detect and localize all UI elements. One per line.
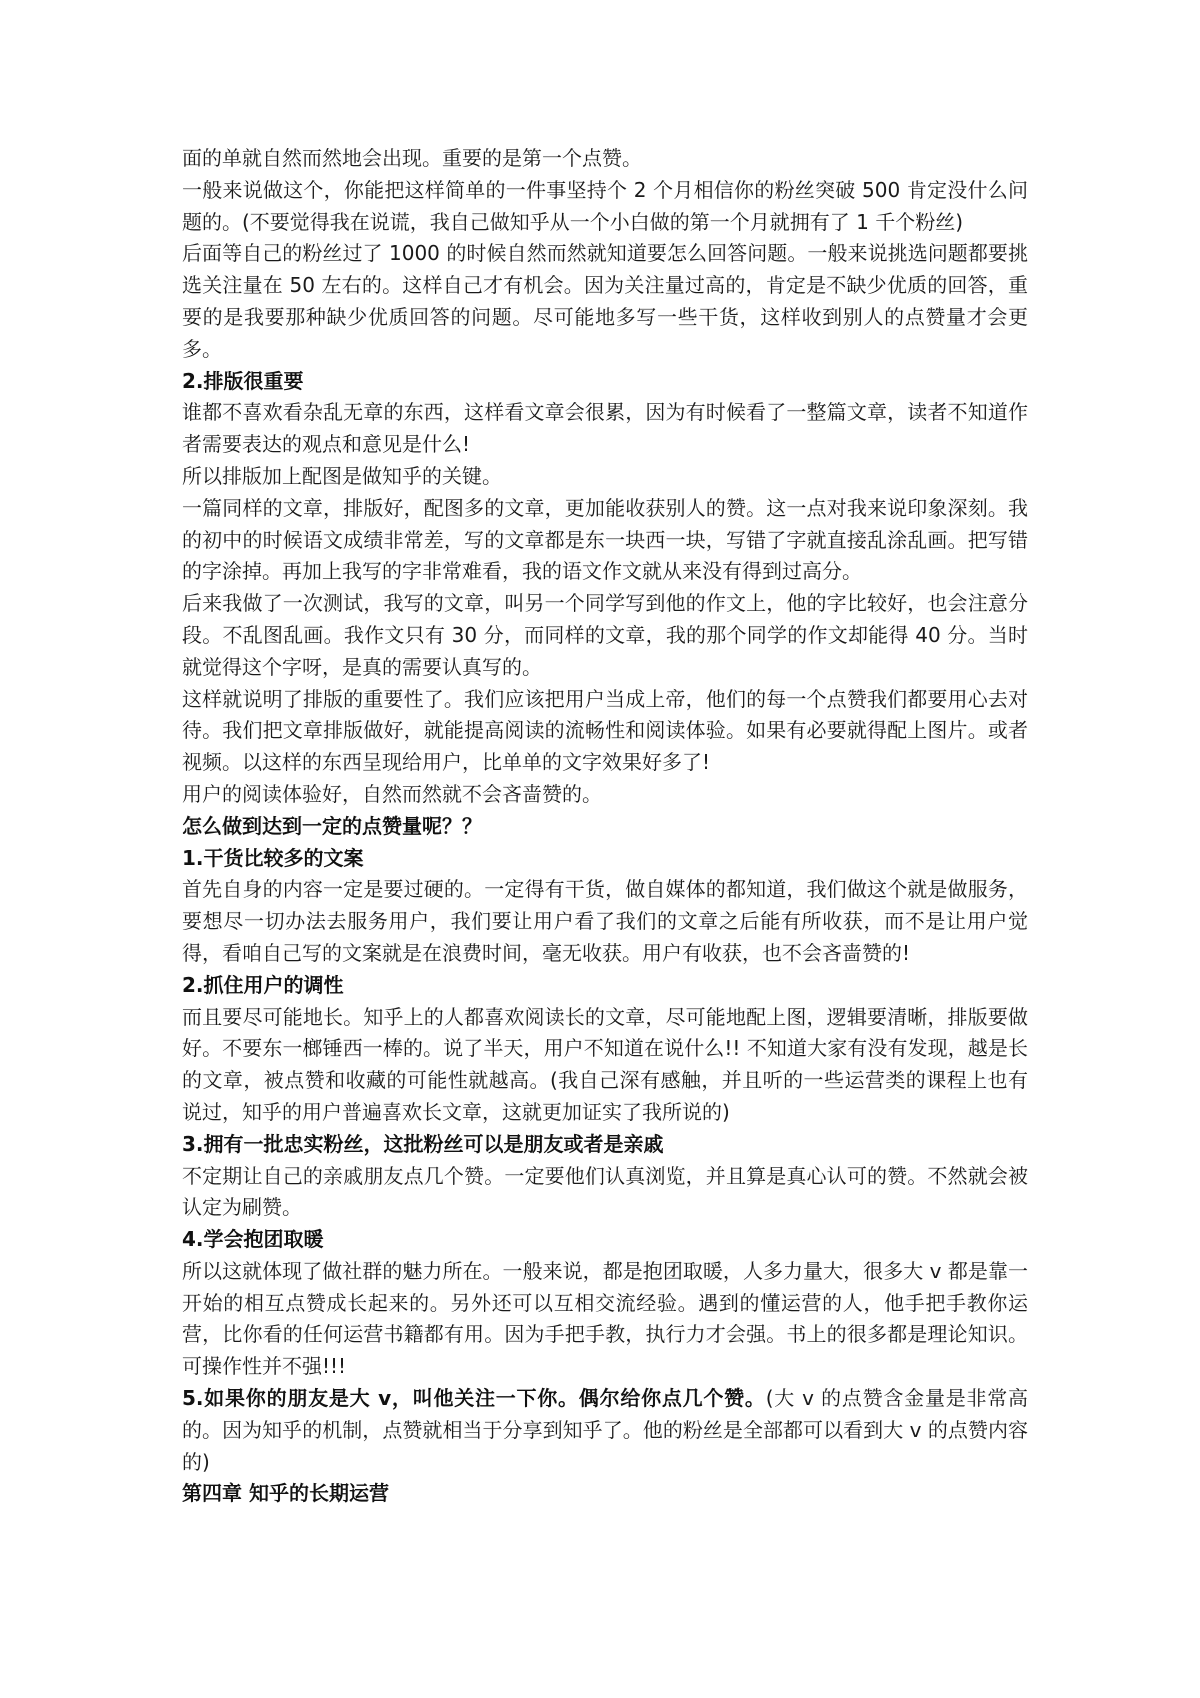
paragraph: 不定期让自己的亲戚朋友点几个赞。一定要他们认真浏览，并且算是真心认可的赞。不然就会被认定为刷赞。 [182,1163,1028,1220]
paragraph-with-bold-lead [182,1383,1028,1478]
section-heading: 2.排版很重要 [182,368,304,393]
section-heading: 怎么做到达到一定的点赞量呢？？ [182,813,482,838]
chapter-heading: 第四章 知乎的长期运营 [182,1481,389,1506]
bold-lead-text: 5.如果你的朋友是大 v，叫他关注一下你。偶尔给你点几个赞。 [182,1386,766,1411]
document-page [182,143,1028,1510]
paragraph: 所以排版加上配图是做知乎的关键。 [182,463,502,488]
paragraph: 这样就说明了排版的重要性了。我们应该把用户当成上帝，他们的每一个点赞我们都要用心去对待。我们把文章排版做好，就能提高阅读的流畅性和阅读体验。如果有必要就得配上图片。或者视频。以这样的东西呈现给用户，比单单的文字效果好多了! [182,686,1028,775]
paragraph: 一篇同样的文章，排版好，配图多的文章，更加能收获别人的赞。这一点对我来说印象深刻。我的初中的时候语文成绩非常差，写的文章都是东一块西一块，写错了字就直接乱涂乱画。把写错的字涂掉。再加上我写的字非常难看，我的语文作文就从来没有得到过高分。 [182,495,1028,584]
paragraph: 面的单就自然而然地会出现。重要的是第一个点赞。 [182,146,642,170]
section-heading: 1.干货比较多的文案 [182,845,364,870]
paragraph: 谁都不喜欢看杂乱无章的东西，这样看文章会很累，因为有时候看了一整篇文章，读者不知道作者需要表达的观点和意见是什么! [182,400,1028,457]
paragraph-text: (大 v 的点赞含金量是非常高的。因为知乎的机制，点赞就相当于分享到知乎了。他的粉丝是全部都可以看到大 v 的点赞内容的) [182,1386,1029,1474]
paragraph: 所以这就体现了做社群的魅力所在。一般来说，都是抱团取暖，人多力量大，很多大 v 都是靠一开始的相互点赞成长起来的。另外还可以互相交流经验。遇到的懂运营的人，他手把手教你运营，比你看的任何运营书籍都有用。因为手把手教，执行力才会强。书上的很多都是理论知识。可操作性并不强!!! [182,1258,1028,1379]
section-heading: 2.抓住用户的调性 [182,972,344,997]
paragraph: 首先自身的内容一定是要过硬的。一定得有干货，做自媒体的都知道，我们做这个就是做服务，要想尽一切办法去服务用户，我们要让用户看了我们的文章之后能有所收获，而不是让用户觉得，看咱自己写的文案就是在浪费时间，毫无收获。用户有收获，也不会吝啬赞的! [182,877,1028,965]
paragraph: 后来我做了一次测试，我写的文章，叫另一个同学写到他的作文上，他的字比较好，也会注意分段。不乱图乱画。我作文只有 30 分，而同样的文章，我的那个同学的作文却能得 40 分。当时就觉得这个字呀，是真的需要认真写的。 [182,591,1028,679]
paragraph: 后面等自己的粉丝过了 1000 的时候自然而然就知道要怎么回答问题。一般来说挑选问题都要挑选关注量在 50 左右的。这样自己才有机会。因为关注量过高的，肯定是不缺少优质的回答，重要的是我要那种缺少优质回答的问题。尽可能地多写一些干货，这样收到别人的点赞量才会更多。 [182,241,1028,361]
section-heading: 4.学会抱团取暖 [182,1227,324,1252]
paragraph: 用户的阅读体验好，自然而然就不会吝啬赞的。 [182,781,602,806]
section-heading: 3.拥有一批忠实粉丝，这批粉丝可以是朋友或者是亲戚 [182,1131,664,1156]
paragraph: 一般来说做这个，你能把这样简单的一件事坚持个 2 个月相信你的粉丝突破 500 肯定没什么问题的。(不要觉得我在说谎，我自己做知乎从一个小白做的第一个月就拥有了 1 千个粉丝) [182,177,1028,234]
paragraph: 而且要尽可能地长。知乎上的人都喜欢阅读长的文章，尽可能地配上图，逻辑要清晰，排版要做好。不要东一榔锤西一棒的。说了半天，用户不知道在说什么!! 不知道大家有没有发现，越是长的文章，被点赞和收藏的可能性就越高。(我自己深有感触，并且听的一些运营类的课程上也有说过，知乎的用户普遍喜欢长文章，这就更加证实了我所说的) [182,1004,1028,1124]
